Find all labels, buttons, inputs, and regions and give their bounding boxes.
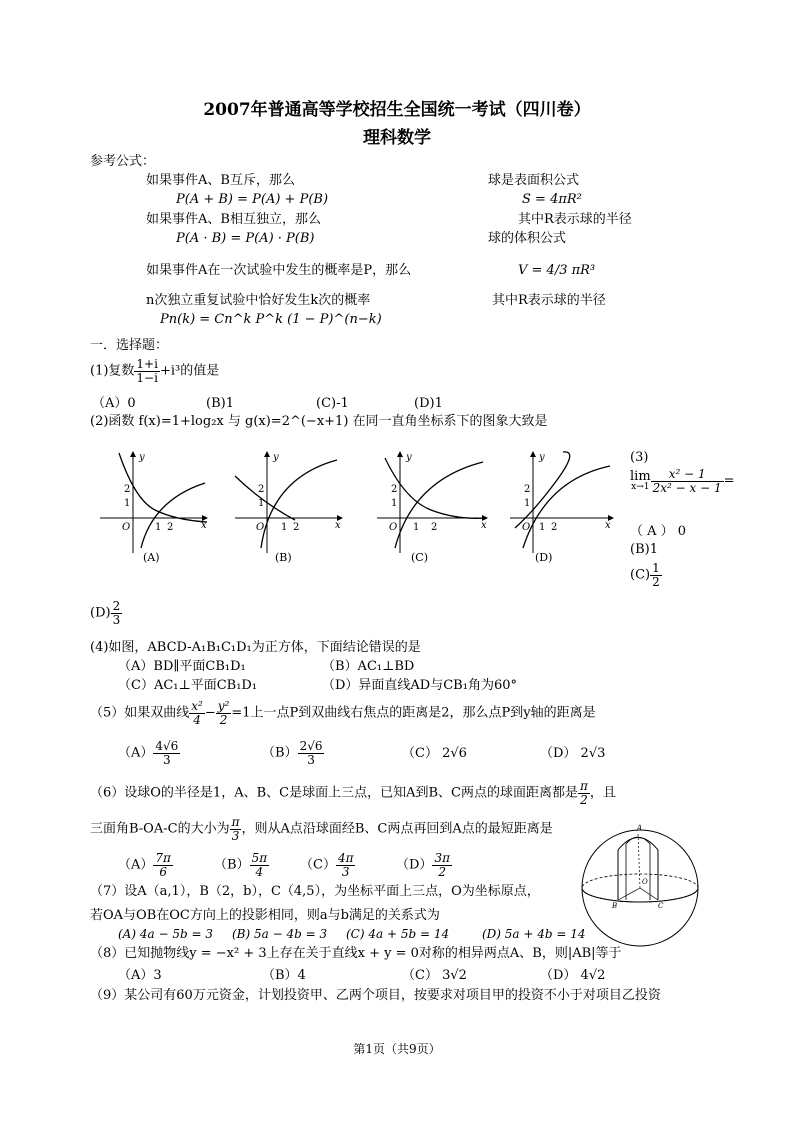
- q5-f1-num: x²: [191, 699, 203, 713]
- q3-limit: [630, 470, 651, 492]
- question-6-line-1: [90, 780, 616, 806]
- sphere-label-b: B: [612, 902, 618, 910]
- q2-label-b: (B): [275, 551, 292, 564]
- q7-option-c: (C) 4a + 5b = 14: [346, 927, 450, 941]
- q6-b-den: 4: [255, 864, 264, 879]
- q1-option-b: (B)1: [206, 396, 234, 411]
- q5-a-num: 4√6: [155, 739, 179, 753]
- q2-graph-d: [510, 452, 613, 564]
- q1-option-c: (C)-1: [316, 396, 349, 411]
- q4-option-d: （D）异面直线AD与CB₁角为60°: [322, 678, 517, 693]
- formula-right-2: 其中R表示球的半径: [518, 212, 632, 227]
- q6-line1-end: ，且: [589, 785, 616, 801]
- q5-frac-1: [189, 700, 205, 726]
- q6-frac-pi3: [230, 816, 242, 842]
- q3-c-fraction: [650, 562, 662, 588]
- formula-eq-1: P(A + B) = P(A) + P(B): [176, 192, 329, 207]
- q2d-tick-x2: 2: [551, 522, 558, 533]
- q3-option-d: [90, 600, 122, 626]
- q7-option-d: (D) 5a + 4b = 14: [482, 927, 586, 941]
- q3-option-a: （ A ） 0: [630, 524, 687, 539]
- q5-b-num: 2√6: [299, 739, 323, 753]
- q8-option-b: （B）4: [262, 968, 306, 983]
- q6-option-d: [396, 852, 452, 878]
- q4-option-a: （A）BD∥平面CB₁D₁: [118, 659, 246, 674]
- q6-g-den: 3: [231, 828, 240, 843]
- q3-c-den: 2: [652, 574, 660, 589]
- q5-option-a: [118, 740, 180, 766]
- q1-prefix: (1)复数: [90, 363, 135, 379]
- q6-option-c: [300, 852, 355, 878]
- q2c-tick-y2: 2: [391, 484, 398, 495]
- q2a-x-label: x: [201, 520, 207, 531]
- formula-right-eq-1: S = 4πR²: [522, 192, 582, 207]
- q2a-tick-x1: 1: [155, 522, 162, 533]
- question-7-line-2: 若OA与OB在OC方向上的投影相同，则a与b满足的关系式为: [90, 908, 440, 923]
- q3-c-num: 1: [652, 561, 660, 575]
- q1-frac-num: 1+i: [136, 357, 158, 371]
- q2b-tick-y2: 2: [258, 484, 265, 495]
- q3-lim-word: lim: [630, 469, 651, 485]
- q2-label-a: (A): [143, 551, 160, 564]
- q2c-tick-y1: 1: [391, 498, 398, 509]
- q6-line1-text: （6）设球O的半径是1，A、B、C是球面上三点，已知A到B、C两点的球面距离都是: [90, 785, 578, 801]
- question-2: (2)函数 f(x)=1+log₂x 与 g(x)=2^(−x+1) 在同一直角坐标系下的图象大致是: [90, 414, 548, 429]
- q2-graph-a: [100, 452, 207, 564]
- q3-option-b: (B)1: [630, 542, 658, 557]
- q6-a-den: 6: [159, 864, 167, 879]
- question-6-line-2: [90, 816, 553, 842]
- formula-right-4: 其中R表示球的半径: [492, 293, 606, 308]
- q4-option-c: （C）AC₁⊥平面CB₁D₁: [118, 678, 258, 693]
- q2b-tick-x2: 2: [293, 522, 300, 533]
- q6-b-fraction: [250, 852, 270, 878]
- q3-d-num: 2: [112, 599, 121, 613]
- q5-f2-den: 2: [219, 712, 228, 727]
- q1-suffix: +i³的值是: [159, 363, 220, 379]
- q2-graph-b: [235, 452, 342, 564]
- q3-option-c: [630, 562, 662, 588]
- q3-fraction: [651, 468, 724, 494]
- q5-suffix: =1上一点P到双曲线右焦点的距离是2，那么点P到y轴的距离是: [231, 705, 596, 721]
- q2-graph-c: [377, 452, 487, 564]
- q2c-tick-x2: 2: [431, 522, 438, 533]
- q2a-tick-y2: 2: [124, 484, 131, 495]
- q5-frac-2: [216, 700, 232, 726]
- q2-label-c: (C): [411, 551, 428, 564]
- formula-eq-2: P(A · B) = P(A) · P(B): [176, 231, 315, 246]
- formula-right-3: 球的体积公式: [488, 231, 567, 246]
- q2c-x-label: x: [481, 520, 487, 531]
- q3-lim-sub: x→1: [631, 482, 650, 493]
- formula-right-1: 球是表面积公式: [488, 173, 580, 188]
- q2b-tick-x1: 1: [281, 522, 288, 533]
- q2b-x-label: x: [335, 520, 341, 531]
- question-4: (4)如图，ABCD-A₁B₁C₁D₁为正方体，下面结论错误的是: [90, 640, 421, 655]
- sphere-label-c: C: [658, 902, 664, 910]
- q5-b-fraction: [298, 740, 325, 766]
- q4-option-b: （B）AC₁⊥BD: [322, 659, 415, 674]
- q5-a-fraction: [153, 740, 180, 766]
- q3-d-den: 3: [112, 612, 121, 627]
- q5-prefix: （5）如果双曲线: [90, 705, 190, 721]
- q3-frac-num: x² − 1: [651, 468, 724, 482]
- q3-frac-den: 2x² − x − 1: [652, 480, 722, 495]
- formula-text-2: 如果事件A、B相互独立，那么: [146, 212, 321, 227]
- q5-a-den: 3: [163, 752, 171, 767]
- q1-option-d: (D)1: [414, 396, 443, 411]
- q5-f2-num: y²: [217, 699, 230, 713]
- q2d-y-label: y: [539, 452, 545, 463]
- formula-text-4: n次独立重复试验中恰好发生k次的概率: [146, 293, 371, 308]
- formulas-header: 参考公式：: [90, 154, 156, 169]
- question-7-line-1: （7）设A（a,1），B（2，b），C（4,5），为坐标平面上三点，O为坐标原点，: [90, 884, 540, 899]
- q6-a-label: （A）: [118, 857, 154, 873]
- q6-f-den: 2: [580, 792, 588, 807]
- q2d-tick-y1: 1: [524, 498, 531, 509]
- q2b-origin: O: [256, 522, 265, 533]
- question-1: [90, 358, 219, 384]
- q6-a-fraction: [153, 852, 173, 878]
- q2d-tick-y2: 2: [524, 484, 531, 495]
- q6-option-b: [214, 852, 269, 878]
- q2a-tick-y1: 1: [124, 498, 131, 509]
- q5-option-b: [262, 740, 324, 766]
- q3-d-fraction: [111, 600, 123, 626]
- q6-c-fraction: [336, 852, 356, 878]
- q5-option-c: （C） 2√6: [402, 746, 467, 761]
- q1-frac-den: 1−i: [136, 370, 158, 385]
- q2-graphs: [95, 448, 615, 568]
- question-9: （9）某公司有60万元资金，计划投资甲、乙两个项目，按要求对项目甲的投资不小于对项目乙投资: [90, 988, 661, 1003]
- q6-c-den: 3: [341, 864, 350, 879]
- q6-c-label: （C）: [300, 857, 336, 873]
- q6-f-num: π: [579, 779, 588, 793]
- q3-number: (3): [630, 450, 649, 465]
- formula-eq-4: Pn(k) = Cn^k P^k (1 − P)^(n−k): [160, 312, 382, 327]
- q5-minus: −: [204, 705, 216, 721]
- q5-b-label: （B）: [262, 745, 298, 761]
- q6-frac-pi2: [578, 780, 590, 806]
- q6-g-num: π: [231, 815, 240, 829]
- sphere-label-o: O: [642, 878, 648, 886]
- question-3: [630, 468, 735, 494]
- q6-d-fraction: [432, 852, 452, 878]
- q2b-y-label: y: [273, 452, 279, 463]
- formula-text-3: 如果事件A在一次试验中发生的概率是P，那么: [146, 263, 412, 278]
- q2a-y-label: y: [139, 452, 145, 463]
- q3-d-prefix: (D): [90, 605, 111, 621]
- q6-d-den: 2: [438, 864, 447, 879]
- q2c-origin: O: [389, 522, 398, 533]
- page-footer: 第1页（共9页）: [353, 1042, 441, 1056]
- q2d-x-label: x: [605, 520, 611, 531]
- sphere-label-a: A: [637, 824, 643, 832]
- q2c-y-label: y: [406, 452, 412, 463]
- q5-a-label: （A）: [118, 745, 154, 761]
- q6-option-a: [118, 852, 173, 878]
- q5-b-den: 3: [307, 752, 315, 767]
- q6-sphere-figure: [578, 820, 708, 950]
- q5-f1-den: 4: [193, 712, 201, 727]
- q6-line2-b: ，则从A点沿球面经B、C两点再回到A点的最短距离是: [241, 821, 553, 837]
- q2d-tick-x1: 1: [539, 522, 546, 533]
- q6-b-num: 5π: [251, 851, 268, 865]
- formula-text-1: 如果事件A、B互斥，那么: [146, 173, 295, 188]
- q6-c-num: 4π: [337, 851, 354, 865]
- q8-option-a: （A）3: [118, 968, 162, 983]
- section-heading: 一．选择题：: [90, 338, 169, 353]
- question-5: [90, 700, 596, 726]
- q7-option-a: (A) 4a − 5b = 3: [118, 927, 213, 941]
- q6-d-num: 3π: [434, 851, 450, 865]
- q6-d-label: （D）: [396, 857, 433, 873]
- q3-c-prefix: (C): [630, 567, 651, 583]
- q3-equals: =: [723, 473, 735, 489]
- q8-option-d: （D） 4√2: [540, 968, 606, 983]
- question-8: （8）已知抛物线y = −x² + 3上存在关于直线x + y = 0对称的相异两点A、B，则|AB|等于: [90, 946, 622, 961]
- q6-b-label: （B）: [214, 857, 250, 873]
- q7-option-b: (B) 5a − 4b = 3: [232, 927, 328, 941]
- q5-option-d: （D） 2√3: [540, 746, 606, 761]
- q1-option-a: （A）0: [92, 396, 136, 411]
- q2d-origin: O: [522, 522, 531, 533]
- q2b-tick-y1: 1: [258, 498, 265, 509]
- q8-option-c: （C） 3√2: [402, 968, 467, 983]
- q6-line2-a: 三面角B-OA-C的大小为: [90, 821, 230, 837]
- exam-subtitle: 理科数学: [363, 128, 431, 148]
- q2c-tick-x1: 1: [413, 522, 420, 533]
- exam-title: 2007年普通高等学校招生全国统一考试（四川卷）: [203, 100, 591, 120]
- q2a-origin: O: [122, 522, 131, 533]
- formula-right-eq-3: V = 4/3 πR³: [518, 263, 596, 278]
- q2-label-d: (D): [535, 551, 553, 564]
- q2a-tick-x2: 2: [167, 522, 174, 533]
- q6-a-num: 7π: [155, 851, 171, 865]
- q1-fraction: [134, 358, 160, 384]
